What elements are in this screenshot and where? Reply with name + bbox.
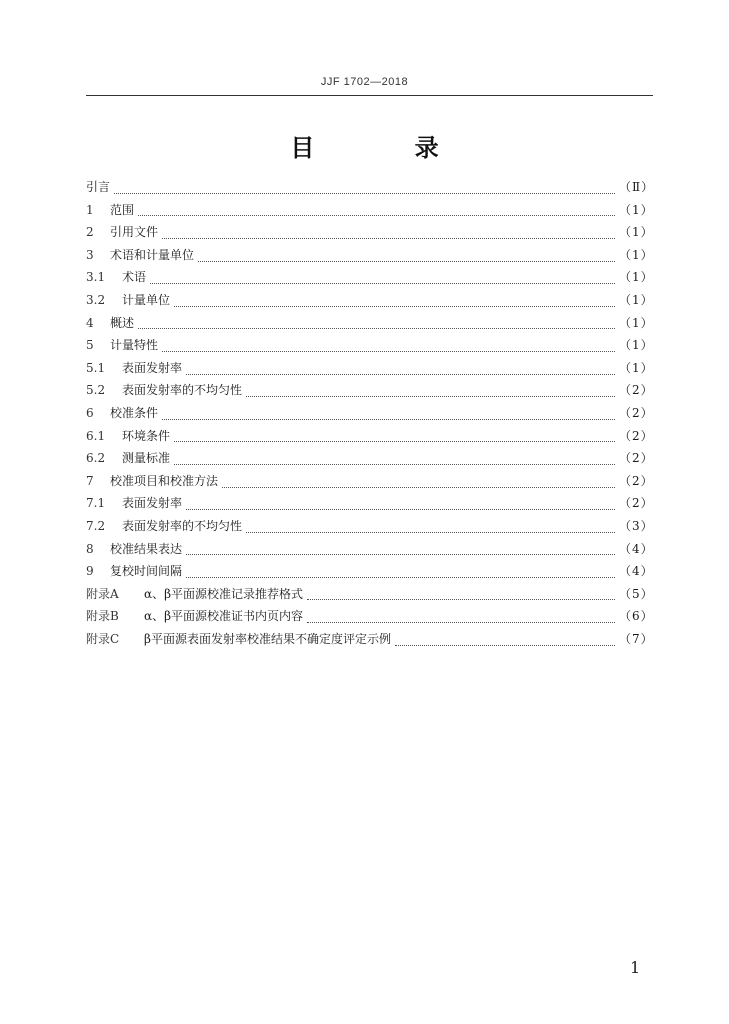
toc-entry-title: 测量标准 (122, 451, 171, 466)
toc-leader-dots (395, 633, 615, 646)
toc-leader-dots (186, 565, 615, 578)
toc-entry-page: （1） (619, 270, 654, 285)
page-title: 目 录 (290, 133, 485, 162)
toc-entry-title: 复校时间间隔 (110, 564, 183, 579)
toc-entry-page: （6） (619, 609, 654, 624)
toc-entry-page: （4） (619, 541, 654, 556)
toc-entry-number: 7.1 (86, 496, 106, 511)
toc-entry[interactable] (86, 357, 653, 380)
toc-entry-page: （4） (619, 564, 654, 579)
toc-entry-number: 3.1 (86, 270, 106, 285)
toc-entry-number: 7 (86, 473, 94, 488)
toc-entry[interactable] (86, 470, 653, 493)
toc-entry-page: （2） (619, 496, 654, 511)
toc-entry-title: α、β平面源校准证书内页内容 (144, 609, 304, 624)
toc-entry-number: 7.2 (86, 518, 106, 533)
toc-entry-title: 校准项目和校准方法 (110, 473, 219, 488)
toc-entry[interactable] (86, 244, 653, 267)
toc-entry-page: （2） (619, 428, 654, 443)
toc-entry-page: （2） (619, 383, 654, 398)
header-rule (86, 95, 653, 96)
toc-entry-title: 表面发射率 (122, 496, 183, 511)
toc-leader-dots (174, 294, 615, 307)
toc-entry-title: 术语 (122, 270, 147, 285)
toc-entry-page: （1） (619, 225, 654, 240)
toc-entry[interactable] (86, 266, 653, 289)
toc-entry-number: 附录A (86, 586, 119, 601)
toc-entry-title: 表面发射率 (122, 360, 183, 375)
toc-entry-number: 6 (86, 405, 94, 420)
toc-entry-page: （1） (619, 202, 654, 217)
toc-entry[interactable] (86, 289, 653, 312)
toc-leader-dots (162, 407, 615, 420)
toc-leader-dots (186, 542, 615, 555)
toc-entry-title: 校准条件 (110, 405, 159, 420)
toc-entry-page: （1） (619, 315, 654, 330)
toc-entry-number: 3.2 (86, 292, 106, 307)
toc-entry-intro[interactable] (86, 176, 653, 199)
toc-entry-page: （1） (619, 292, 654, 307)
toc-leader-dots (114, 181, 615, 194)
toc-entry-number: 4 (86, 315, 94, 330)
toc-entry-number: 附录C (86, 631, 120, 646)
toc-leader-dots (162, 226, 615, 239)
toc-entry[interactable] (86, 379, 653, 402)
toc-entry-title: α、β平面源校准记录推荐格式 (144, 586, 304, 601)
toc-entry[interactable] (86, 402, 653, 425)
toc-entry-title: 引用文件 (110, 225, 159, 240)
toc-entry-number: 5.1 (86, 360, 106, 375)
toc-entry-number: 2 (86, 225, 94, 240)
toc-entry-number: 5.2 (86, 383, 106, 398)
toc-leader-dots (138, 316, 615, 329)
toc-entry-page: （2） (619, 451, 654, 466)
toc-entry-page: （1） (619, 360, 654, 375)
toc-leader-dots (186, 362, 615, 375)
page-number: 1 (630, 958, 641, 977)
toc-entry-page: （5） (619, 586, 654, 601)
toc-entry-page: （Ⅱ） (619, 180, 655, 194)
table-of-contents (86, 176, 653, 650)
toc-leader-dots (307, 610, 615, 623)
toc-leader-dots (246, 520, 615, 533)
toc-leader-dots (198, 249, 615, 262)
toc-leader-dots (186, 497, 615, 510)
toc-entry[interactable] (86, 425, 653, 448)
toc-leader-dots (150, 271, 615, 284)
toc-entry-number: 8 (86, 541, 94, 556)
toc-entry-number: 1 (86, 202, 94, 217)
toc-entry-title: 表面发射率的不均匀性 (122, 518, 243, 533)
toc-entry[interactable] (86, 492, 653, 515)
toc-entry-page: （1） (619, 338, 654, 353)
toc-entry-title: 计量特性 (110, 338, 159, 353)
toc-leader-dots (174, 429, 615, 442)
toc-entry[interactable] (86, 199, 653, 222)
toc-entry-number: 5 (86, 338, 94, 353)
toc-entry-title: 表面发射率的不均匀性 (122, 383, 243, 398)
toc-entry[interactable] (86, 221, 653, 244)
toc-leader-dots (138, 203, 615, 216)
toc-entry-page: （3） (619, 518, 654, 533)
toc-entry-page: （2） (619, 473, 654, 488)
toc-entry-title: 引言 (86, 180, 111, 194)
document-code: JJF 1702—2018 (320, 76, 409, 88)
toc-entry-number: 3 (86, 247, 94, 262)
toc-entry-title: 术语和计量单位 (110, 247, 195, 262)
toc-entry[interactable] (86, 312, 653, 335)
toc-entry[interactable] (86, 447, 653, 470)
toc-leader-dots (162, 339, 615, 352)
toc-leader-dots (307, 587, 615, 600)
toc-entry-appendix[interactable] (86, 605, 653, 628)
toc-leader-dots (174, 452, 615, 465)
toc-entry-number: 6.2 (86, 451, 106, 466)
toc-entry-appendix[interactable] (86, 583, 653, 606)
toc-entry-appendix[interactable] (86, 628, 653, 651)
toc-entry[interactable] (86, 560, 653, 583)
toc-entry[interactable] (86, 334, 653, 357)
toc-entry-title: 校准结果表达 (110, 541, 183, 556)
toc-entry-title: β平面源表面发射率校准结果不确定度评定示例 (144, 631, 391, 646)
toc-entry-page: （2） (619, 405, 654, 420)
toc-entry-title: 概述 (110, 315, 135, 330)
toc-entry-title: 环境条件 (122, 428, 171, 443)
toc-entry-title: 范围 (110, 202, 135, 217)
toc-leader-dots (222, 475, 615, 488)
toc-entry-number: 附录B (86, 609, 119, 624)
toc-entry-number: 9 (86, 564, 94, 579)
toc-entry-page: （7） (619, 631, 654, 646)
toc-entry-page: （1） (619, 247, 654, 262)
toc-entry-number: 6.1 (86, 428, 106, 443)
toc-entry[interactable] (86, 538, 653, 561)
toc-entry-title: 计量单位 (122, 292, 171, 307)
toc-entry[interactable] (86, 515, 653, 538)
toc-leader-dots (246, 384, 615, 397)
